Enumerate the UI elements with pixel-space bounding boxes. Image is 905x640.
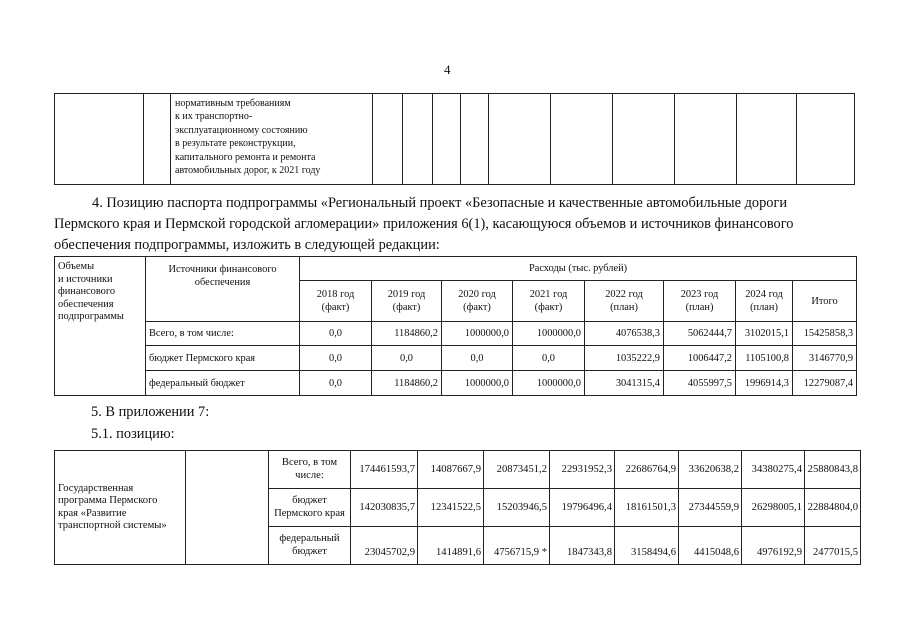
continued-table [54, 93, 855, 185]
table-cell: 4076538,3 [585, 322, 664, 346]
empty-cell [55, 94, 144, 185]
paragraph-line: обеспечения подпрограммы, изложить в следующей редакции: [54, 237, 440, 253]
table-cell: 1000000,0 [513, 322, 585, 346]
table-cell: 3146770,9 [793, 346, 857, 371]
row-label: Всего, в том числе: [146, 322, 300, 346]
program-table [54, 450, 861, 565]
table-cell: 1000000,0 [442, 322, 513, 346]
table-cell: 18161501,3 [615, 489, 679, 527]
row-label: федеральный бюджет [269, 527, 351, 565]
table-cell: 15203946,5 [484, 489, 550, 527]
empty-cell [797, 94, 855, 185]
row-label: бюджет Пермского края [146, 346, 300, 371]
empty-cell [675, 94, 737, 185]
table-cell: 22931952,3 [550, 451, 615, 489]
table-cell: 15425858,3 [793, 322, 857, 346]
table-cell: 34380275,4 [742, 451, 805, 489]
table-cell: 1184860,2 [372, 371, 442, 396]
table-cell: 5062444,7 [664, 322, 736, 346]
empty-cell [461, 94, 489, 185]
table-cell: 3102015,1 [736, 322, 793, 346]
table-cell: 14087667,9 [418, 451, 484, 489]
paragraph-line: 4. Позицию паспорта подпрограммы «Региональный проект «Безопасные и качественные автомобильные дороги [92, 195, 788, 211]
table-cell: 19796496,4 [550, 489, 615, 527]
expenses-header: Расходы (тыс. рублей) [300, 257, 857, 281]
table-cell: 1000000,0 [513, 371, 585, 396]
table-cell: 1184860,2 [372, 322, 442, 346]
total-header: Итого [793, 281, 857, 322]
table-row [55, 346, 857, 371]
table-row [55, 451, 861, 489]
table-cell: 0,0 [442, 346, 513, 371]
table-cell: 0,0 [300, 371, 372, 396]
table-cell: 4976192,9 [742, 527, 805, 565]
empty-cell [551, 94, 613, 185]
table-cell: 0,0 [300, 322, 372, 346]
table-cell: 1035222,9 [585, 346, 664, 371]
empty-cell [737, 94, 797, 185]
table-row [55, 322, 857, 346]
table-cell: 4756715,9 * [484, 527, 550, 565]
year-header: 2024 год (план) [736, 281, 793, 322]
table-cell: 3041315,4 [585, 371, 664, 396]
paragraph-4 [54, 193, 854, 256]
empty-cell [613, 94, 675, 185]
table-cell: 142030835,7 [351, 489, 418, 527]
finance-label: Объемы и источники финансового обеспечения подпрограммы [55, 257, 146, 396]
table-cell: 1105100,8 [736, 346, 793, 371]
paragraph-line: Пермского края и Пермской городской агломерации» приложения 6(1), касающуюся объемов и источников финансового [54, 216, 794, 232]
program-name: Государственная программа Пермского края «Развитие транспортной системы» [55, 451, 186, 565]
heading-5-1: 5.1. позицию: [91, 426, 175, 442]
table-cell: 25880843,8 [805, 451, 861, 489]
table-cell: 26298005,1 [742, 489, 805, 527]
empty-cell [403, 94, 433, 185]
table-cell: 20873451,2 [484, 451, 550, 489]
table-cell: 1996914,3 [736, 371, 793, 396]
year-header: 2021 год (факт) [513, 281, 585, 322]
table-cell: 174461593,7 [351, 451, 418, 489]
row-label: бюджет Пермского края [269, 489, 351, 527]
table-row [55, 371, 857, 396]
page-number: 4 [444, 62, 451, 77]
table-cell: 0,0 [513, 346, 585, 371]
empty-cell [433, 94, 461, 185]
year-header: 2019 год (факт) [372, 281, 442, 322]
table-cell: 0,0 [372, 346, 442, 371]
empty-cell [373, 94, 403, 185]
table-cell: 12279087,4 [793, 371, 857, 396]
table-cell: 4055997,5 [664, 371, 736, 396]
year-header: 2020 год (факт) [442, 281, 513, 322]
table-cell: 4415048,6 [679, 527, 742, 565]
year-header: 2022 год (план) [585, 281, 664, 322]
table-cell: 23045702,9 [351, 527, 418, 565]
table-cell: 22884804,0 [805, 489, 861, 527]
heading-5: 5. В приложении 7: [91, 404, 210, 420]
table-cell: 1006447,2 [664, 346, 736, 371]
row-label: Всего, в том числе: [269, 451, 351, 489]
table-cell: 22686764,9 [615, 451, 679, 489]
empty-cell [489, 94, 551, 185]
table-cell: 27344559,9 [679, 489, 742, 527]
finance-table [54, 256, 857, 396]
sources-header: Источники финансового обеспечения [146, 257, 300, 322]
year-header: 2023 год (план) [664, 281, 736, 322]
table-cell: 0,0 [300, 346, 372, 371]
empty-cell [186, 451, 269, 565]
table-cell: 1000000,0 [442, 371, 513, 396]
table-cell: 33620638,2 [679, 451, 742, 489]
table-cell: 12341522,5 [418, 489, 484, 527]
table-cell: 1847343,8 [550, 527, 615, 565]
indicator-text: нормативным требованиям к их транспортно- эксплуатационному состоянию в результате реконструкции, капитального ремонта и ремонта автомобильных дорог, к 2021 году [171, 94, 373, 185]
row-label: федеральный бюджет [146, 371, 300, 396]
table-cell: 2477015,5 [805, 527, 861, 565]
table-cell: 3158494,6 [615, 527, 679, 565]
year-header: 2018 год (факт) [300, 281, 372, 322]
table-cell: 1414891,6 [418, 527, 484, 565]
empty-cell [144, 94, 171, 185]
